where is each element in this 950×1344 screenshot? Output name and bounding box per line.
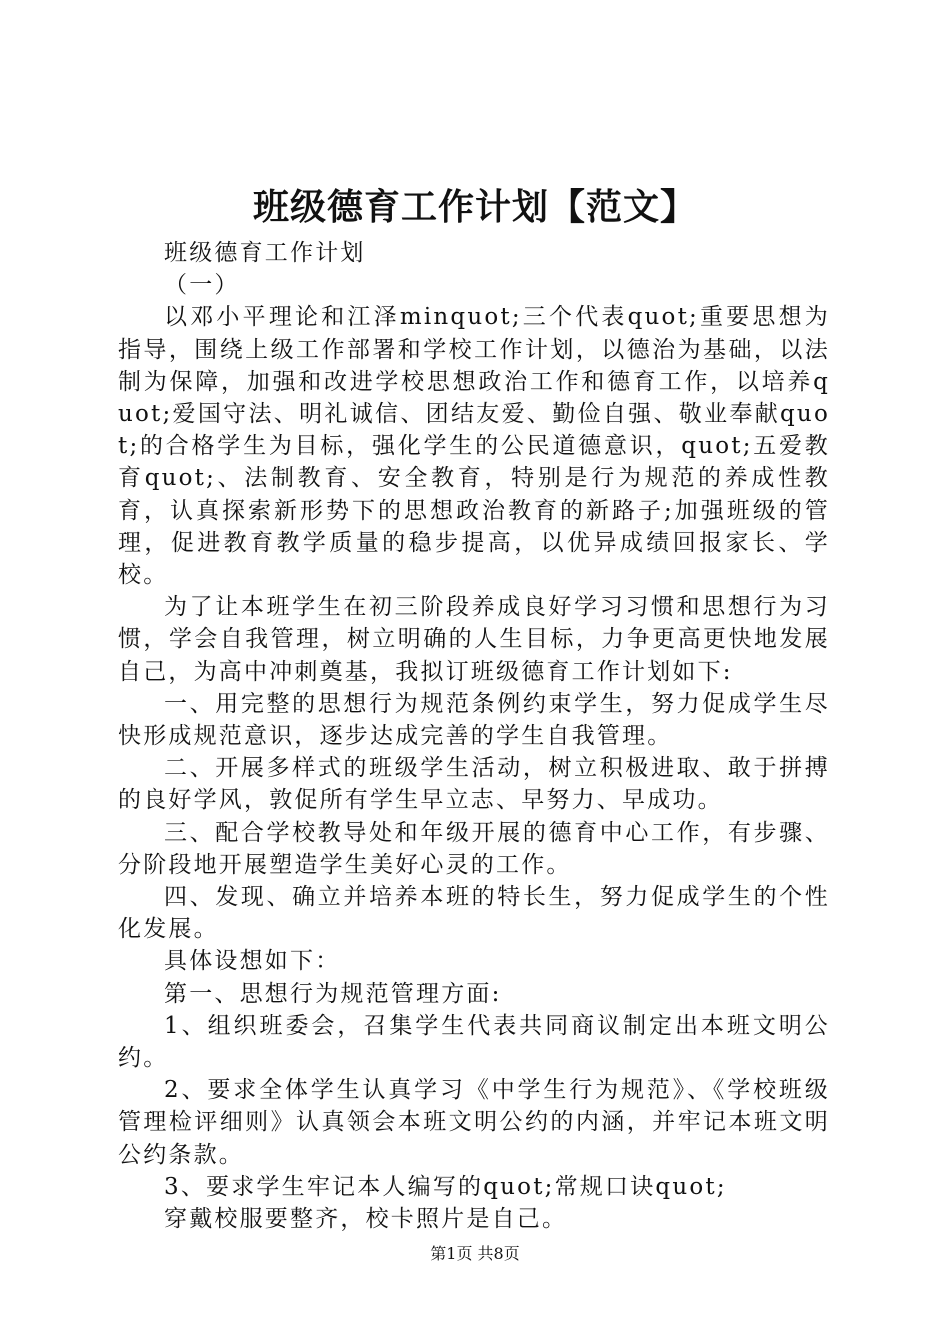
paragraph-section-number: （一）	[164, 272, 240, 299]
paragraph: 三、配合学校教导处和年级开展的德育中心工作，有步骤、分阶段地开展塑造学生美好心灵的工作。	[118, 819, 830, 878]
paragraph: 具体设想如下：	[164, 948, 341, 975]
paragraph: 1、组织班委会，召集学生代表共同商议制定出本班文明公约。	[118, 1012, 830, 1072]
paragraph: 以邓小平理论和江泽minquot;三个代表quot;重要思想为指导，围绕上级工作部署和学校工作计划，以德治为基础，以法制为保障，加强和改进学校思想政治工作和德育工作，以培养quot;爱国守法、明礼诚信、团结友爱、勤俭自强、敬业奉献quot;的合格学生为目标，强化学生的公民道德意识，quot;五爱教育quot;、法制教育、安全教育，特别是行为规范的养成性教育，认真探索新形势下的思想政治教育的新路子;加强班级的管理，促进教育教学质量的稳步提高，以优异成绩回报家长、学校。	[118, 304, 830, 589]
paragraph: 为了让本班学生在初三阶段养成良好学习习惯和思想行为习惯，学会自我管理，树立明确的人生目标，力争更高更快地发展自己，为高中冲刺奠基，我拟订班级德育工作计划如下:	[118, 594, 830, 685]
document-body	[118, 237, 830, 1235]
document-title: 班级德育工作计划【范文】	[252, 187, 697, 228]
paragraph-subtitle: 班级德育工作计划	[164, 240, 366, 266]
page-number-footer: 第1页 共8页	[430, 1244, 520, 1263]
paragraph: 2、要求全体学生认真学习《中学生行为规范》、《学校班级管理检评细则》认真领会本班文明公约的内涵，并牢记本班文明公约条款。	[118, 1077, 830, 1168]
paragraph: 3、要求学生牢记本人编写的quot;常规口诀quot;	[164, 1173, 727, 1200]
paragraph: 二、开展多样式的班级学生活动，树立积极进取、敢于拼搏的良好学风，敦促所有学生早立志、早努力、早成功。	[118, 755, 830, 814]
paragraph: 一、用完整的思想行为规范条例约束学生，努力促成学生尽快形成规范意识，逐步达成完善的学生自我管理。	[118, 690, 830, 750]
paragraph: 四、发现、确立并培养本班的特长生，努力促成学生的个性化发展。	[118, 884, 830, 943]
paragraph: 第一、思想行为规范管理方面:	[164, 980, 502, 1007]
paragraph: 穿戴校服要整齐，校卡照片是自己。	[164, 1206, 568, 1233]
